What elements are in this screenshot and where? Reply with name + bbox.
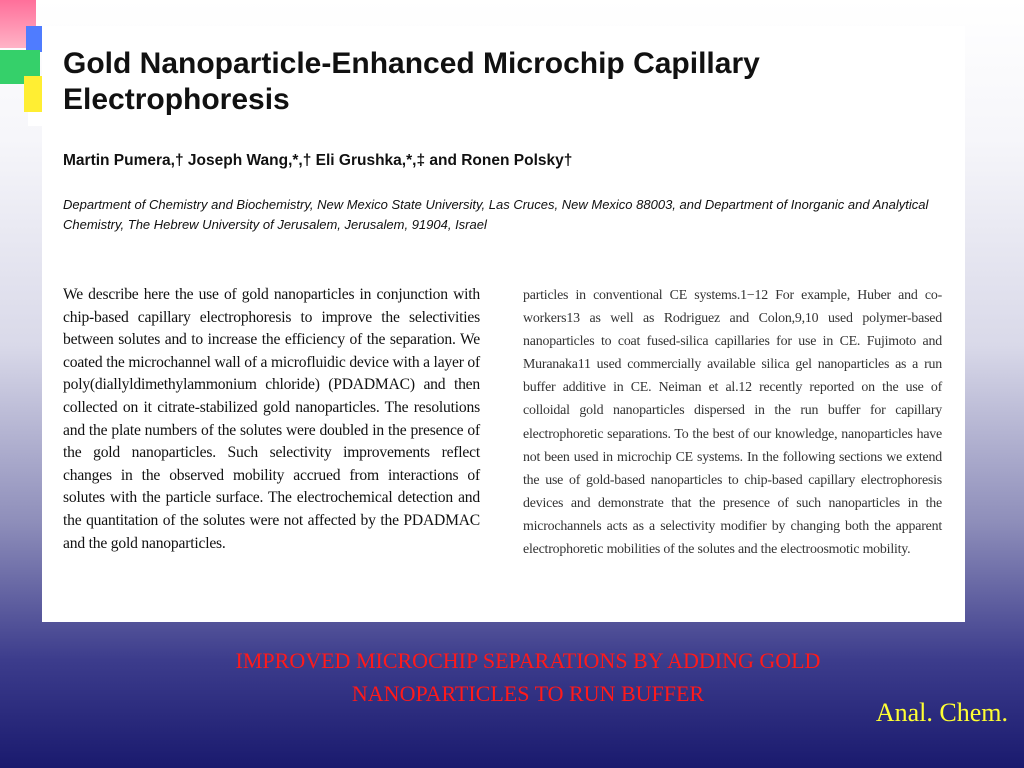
decor-white-square	[28, 112, 42, 126]
article-title: Gold Nanoparticle-Enhanced Microchip Capillary Electrophoresis	[63, 47, 760, 116]
article-affiliation: Department of Chemistry and Biochemistry, New Mexico State University, Las Cruces, New Mexico 88003, and Department of Inorganic and Analytical Chemistry, The Hebrew University of Jerusalem, Jerusalem, 91904, Israel	[63, 197, 929, 232]
article-intro: particles in conventional CE systems.1−12 For example, Huber and co-workers13 as well as Rodriguez and Colon,9,10 used polymer-based nanoparticles to coat fused-silica capillaries for use in CE. Fujimoto and Muranaka11 used commercially available silica gel nanoparticles as a run buffer additive in CE. Neiman et al.12 recently reported on the use of colloidal gold nanoparticles dispersed in the run buffer for capillary electrophoretic separations. To the best of our knowledge, nanoparticles have not been used in microchip CE systems. In the following sections we extend the use of gold-based nanoparticles to chip-based capillary electrophoresis devices and demonstrate that the presence of such nanoparticles in the microchannels acts as a selectivity modifier by changing both the apparent electrophoretic mobilities of the solutes and the electroosmotic mobility.	[523, 288, 942, 558]
article-authors: Martin Pumera,† Joseph Wang,*,† Eli Grushka,*,‡ and Ronen Polsky†	[63, 152, 573, 169]
decor-blue-square	[26, 26, 42, 52]
article-clipping	[42, 26, 965, 622]
slide-caption: IMPROVED MICROCHIP SEPARATIONS BY ADDING GOLD NANOPARTICLES TO RUN BUFFER	[235, 648, 821, 706]
journal-citation: Anal. Chem.	[875, 698, 1008, 727]
decor-yellow-square	[24, 76, 42, 112]
article-abstract: We describe here the use of gold nanoparticles in conjunction with chip-based capillary electrophoresis to improve the selectivities between solutes and to increase the efficiency of the separation. We coated the microchannel wall of a microfluidic device with a layer of poly(diallyldimethylammonium chloride) (PDADMAC) and then collected on it citrate-stabilized gold nanoparticles. The resolutions and the plate numbers of the solutes were doubled in the presence of the gold nanoparticles. Such selectivity improvements reflect changes in the observed mobility accrued from interactions of solutes with the particle surface. The electrochemical detection and the quantitation of the solutes were not affected by the PDADMAC and the gold nanoparticles.	[63, 286, 481, 552]
